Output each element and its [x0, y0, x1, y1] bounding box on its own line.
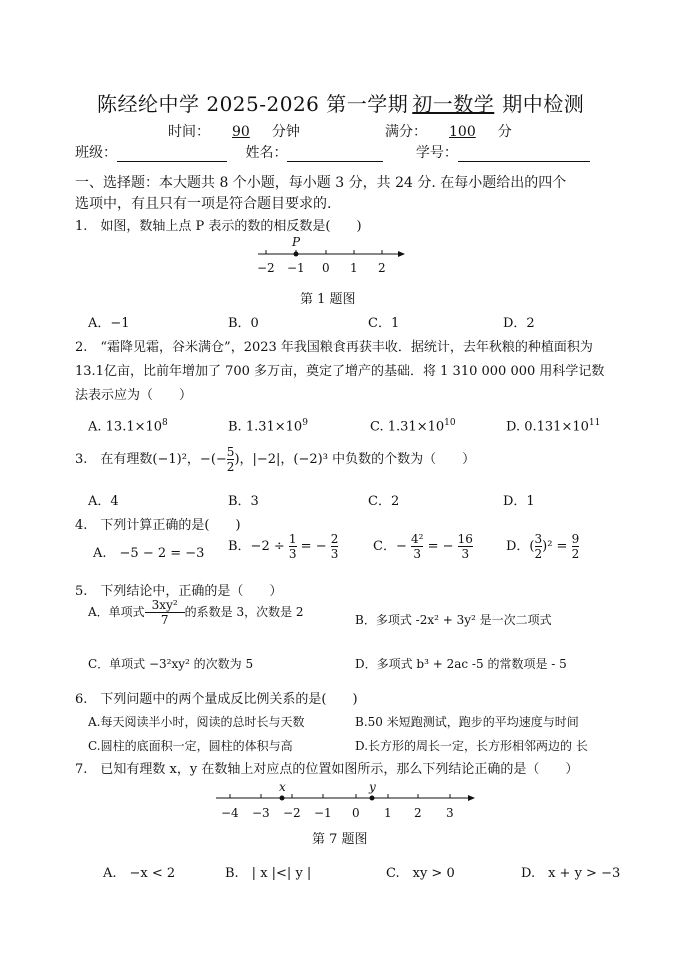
q7-option-c[interactable]: C. xy > 0 — [386, 866, 455, 881]
q6-option-a[interactable]: A.每天阅读半小时，阅读的总时长与天数 — [88, 715, 305, 729]
q7-number-line — [210, 776, 480, 822]
q7-caption: 第 7 题图 — [312, 832, 368, 847]
q2-option-a-text: A. 13.1×10 — [88, 419, 163, 435]
id-field[interactable] — [458, 147, 590, 162]
q7-point-x — [280, 796, 285, 801]
q1-tick-label: 0 — [322, 261, 330, 275]
q2-option-c-text: C. 1.31×10 — [370, 419, 445, 435]
q1-tick-label: 1 — [350, 261, 358, 275]
q2-line2: 13.1亿亩，比前年增加了 700 多万亩，奠定了增产的基础．将 1 310 000 000 用科学记数 — [75, 364, 605, 379]
q7-tick-label: −2 — [283, 806, 301, 820]
q2-option-a[interactable] — [88, 418, 168, 434]
q1-stem: 1. 如图，数轴上点 P 表示的数的相反数是( ) — [75, 219, 362, 234]
q2-option-d-exp: 11 — [588, 418, 601, 428]
q3-option-c[interactable]: C．2 — [368, 494, 400, 509]
q2-option-a-exp: 8 — [162, 418, 168, 428]
q1-tick-label: −2 — [257, 261, 275, 275]
frac-den: 2 — [534, 547, 543, 561]
q3-frac-den: 2 — [226, 460, 235, 474]
q7-point-x-label: x — [279, 780, 286, 794]
q6-option-b[interactable]: B.50 米短跑测试，跑步的平均速度与时间 — [355, 715, 579, 729]
q4-optb-frac1 — [289, 533, 297, 560]
q4-optb-b: = − — [300, 539, 327, 554]
q5-opta-b: 的系数是 3，次数是 2 — [184, 605, 304, 619]
q1-option-d[interactable]: D．2 — [503, 316, 535, 331]
q2-option-b-text: B. 1.31×10 — [228, 419, 303, 435]
q1-option-c[interactable]: C．1 — [368, 316, 400, 331]
q4-optd-frac2 — [572, 533, 580, 560]
student-info-row — [75, 142, 590, 162]
q2-option-b[interactable] — [228, 418, 308, 434]
q6-option-d[interactable]: D.长方形的周长一定，长方形相邻两边的 长 — [355, 739, 588, 753]
frac-num: 3 — [534, 532, 543, 546]
q5-option-c[interactable]: C．单项式 −3²xy² 的次数为 5 — [88, 657, 254, 671]
q2-option-c-exp: 10 — [444, 418, 456, 428]
q6-option-c[interactable]: C.圆柱的底面积一定，圆柱的体积与高 — [88, 739, 293, 753]
q4-optc-b: = − — [427, 539, 454, 554]
q4-stem: 4. 下列计算正确的是( ) — [75, 518, 241, 533]
time-value: 90 — [232, 124, 250, 140]
frac-den: 3 — [461, 547, 470, 561]
q1-point-label: P — [292, 235, 301, 249]
q6-stem: 6. 下列问题中的两个量成反比例关系的是( ) — [75, 692, 358, 707]
q3-frac-num: 5 — [226, 445, 235, 459]
title-subject: 初一数学 — [412, 92, 495, 116]
title-exam: 期中检测 — [502, 92, 585, 116]
q7-option-b[interactable]: B. | x |<| y | — [225, 866, 312, 881]
q4-optb-a: B．−2 ÷ — [228, 539, 285, 554]
q4-optc-frac1 — [411, 533, 423, 560]
q2-option-d[interactable] — [506, 418, 600, 434]
frac-den: 2 — [571, 547, 580, 561]
q7-tick-label: 2 — [414, 806, 422, 820]
q2-line3: 法表示应为（ ） — [75, 388, 193, 403]
q3-stem-c: )，|−2|，(−2)³ 中负数的个数为（ ） — [234, 452, 476, 467]
frac-num: 4² — [410, 532, 424, 546]
q5-option-d[interactable]: D．多项式 b³ + 2ac -5 的常数项是 - 5 — [355, 657, 567, 671]
q1-caption: 第 1 题图 — [300, 292, 356, 307]
time-row — [168, 121, 300, 141]
score-row — [385, 121, 512, 141]
class-field[interactable] — [117, 147, 227, 162]
q3-option-d[interactable]: D．1 — [503, 494, 535, 509]
frac-den: 7 — [160, 613, 169, 627]
q4-optd-b: )² = — [542, 539, 568, 554]
q1-tick-label: −1 — [287, 261, 305, 275]
title-school: 陈经纶中学 2025-2026 第一学期 — [97, 92, 409, 116]
q3-stem-a: 3. 在有理数 — [75, 452, 153, 467]
section1-intro-line2: 选项中，有且只有一项是符合题目要求的. — [75, 196, 332, 212]
q1-point-p — [294, 252, 299, 257]
section1-intro-line1: 一、选择题：本大题共 8 个小题，每小题 3 分，共 24 分. 在每小题给出的四个 — [75, 175, 567, 191]
q7-tick-label: −1 — [314, 806, 332, 820]
frac-num: 2 — [330, 532, 339, 546]
q4-option-a[interactable]: A. −5 − 2 = −3 — [93, 546, 205, 561]
q7-tick-label: 3 — [446, 806, 454, 820]
q7-stem: 7. 已知有理数 x，y 在数轴上对应点的位置如图所示，那么下列结论正确的是（ ） — [75, 762, 579, 777]
q5-opta-a: A．单项式 — [88, 605, 145, 619]
q4-optc-a: C．− — [373, 539, 407, 554]
q7-ticks — [230, 794, 450, 798]
frac-den: 3 — [330, 547, 339, 561]
q1-option-a[interactable]: A．−1 — [88, 316, 130, 331]
q4-option-d[interactable] — [506, 533, 579, 560]
q1-ticks — [266, 250, 382, 254]
frac-num: 3xy² — [151, 598, 178, 612]
score-value: 100 — [449, 124, 476, 140]
q4-option-b[interactable] — [228, 533, 338, 560]
q7-tick-label: −4 — [221, 806, 239, 820]
frac-num: 1 — [288, 532, 297, 546]
q7-tick-label: −3 — [252, 806, 270, 820]
q5-opta-frac — [145, 599, 185, 626]
q2-option-b-exp: 9 — [302, 418, 308, 428]
q2-option-d-text: D. 0.131×10 — [506, 419, 589, 435]
q1-option-b[interactable]: B．0 — [228, 316, 259, 331]
q7-tick-label: 0 — [352, 806, 360, 820]
q5-option-a[interactable] — [88, 599, 304, 626]
score-label: 满分： — [385, 124, 427, 140]
name-label: 姓名： — [245, 145, 288, 161]
q4-optb-frac2 — [331, 533, 339, 560]
q7-point-y-label: y — [369, 780, 376, 794]
q7-tick-label: 1 — [384, 806, 392, 820]
id-label: 学号： — [415, 145, 458, 161]
q2-line1: 2. “霜降见霜，谷米满仓”，2023 年我国粮食再获丰收．据统计，去年秋粮的种植面积为 — [75, 340, 593, 355]
q4-option-c[interactable] — [373, 533, 473, 560]
q1-arrow — [398, 251, 405, 257]
q3-stem — [75, 446, 475, 473]
q1-tick-label: 2 — [378, 261, 386, 275]
q1-number-line — [250, 234, 410, 280]
q3-option-a[interactable]: A．4 — [88, 494, 119, 509]
q5-option-b[interactable]: B．多项式 -2x² + 3y² 是一次二项式 — [355, 613, 552, 627]
page-title — [97, 88, 584, 117]
q3-option-b[interactable]: B．3 — [228, 494, 259, 509]
time-unit: 分钟 — [271, 124, 300, 140]
q7-option-a[interactable]: A. −x < 2 — [103, 866, 176, 881]
time-label: 时间： — [168, 124, 210, 140]
score-unit: 分 — [497, 124, 512, 140]
name-field[interactable] — [287, 147, 383, 162]
q7-arrow — [468, 795, 475, 801]
q4-optd-a: D．( — [506, 539, 535, 554]
frac-den: 3 — [288, 547, 297, 561]
q7-option-d[interactable]: D. x + y > −3 — [521, 866, 621, 881]
q4-optc-frac2 — [458, 533, 473, 560]
q3-stem-b: (−1)²，−(− — [152, 452, 227, 467]
class-label: 班级： — [75, 145, 117, 161]
q7-point-y — [370, 796, 375, 801]
frac-num: 9 — [571, 532, 580, 546]
q4-optd-frac1 — [535, 533, 543, 560]
frac-den: 3 — [413, 547, 422, 561]
frac-num: 16 — [457, 532, 473, 546]
q5-stem: 5. 下列结论中，正确的是（ ） — [75, 584, 283, 599]
q2-option-c[interactable] — [370, 418, 456, 434]
